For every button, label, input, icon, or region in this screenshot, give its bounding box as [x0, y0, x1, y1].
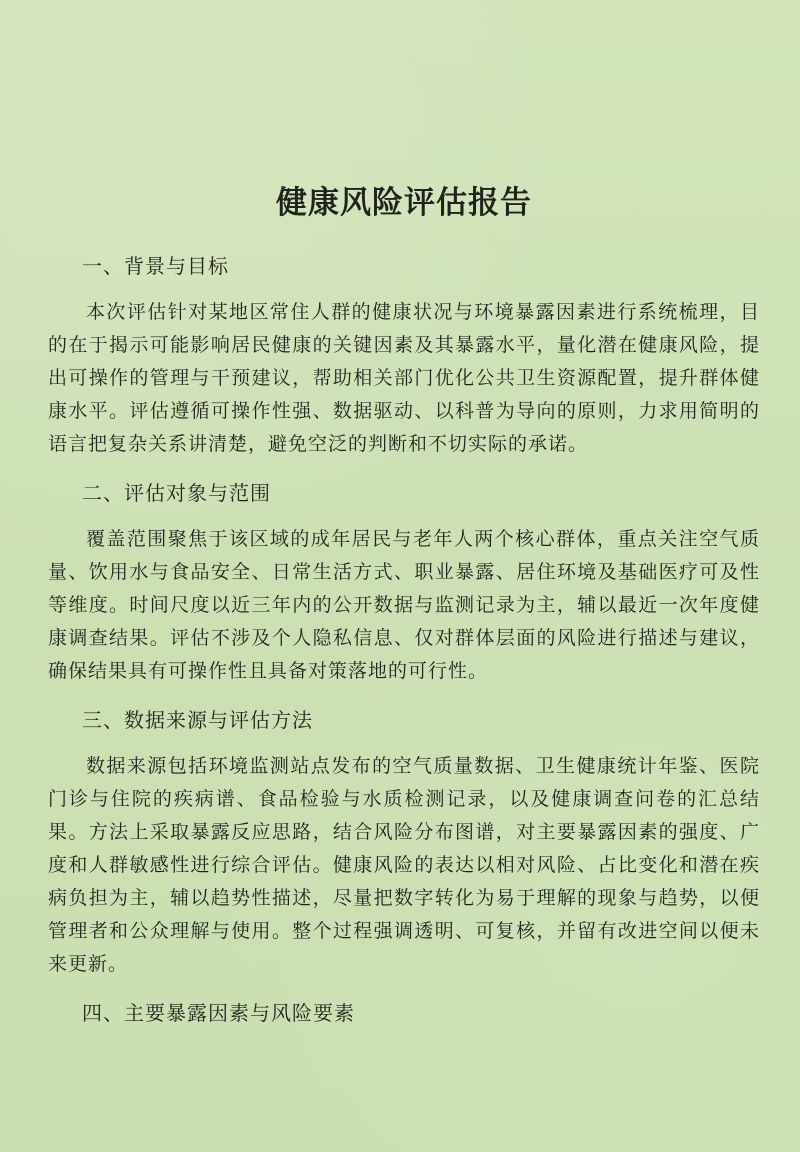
section-paragraph: 覆盖范围聚焦于该区域的成年居民与老年人两个核心群体，重点关注空气质量、饮用水与食品安全、日常生活方式、职业暴露、居住环境及基础医疗可及性等维度。时间尺度以近三年内的公开数据与监测记录为主，辅以最近一次年度健康调查结果。评估不涉及个人隐私信息、仅对群体层面的风险进行描述与建议，确保结果具有可操作性且具备对策落地的可行性。 — [48, 528, 760, 682]
section-exposure-factors — [48, 999, 760, 1027]
section-heading: 三、数据来源与评估方法 — [82, 708, 313, 732]
section-heading: 一、背景与目标 — [82, 254, 229, 278]
section-paragraph: 数据来源包括环境监测站点发布的空气质量数据、卫生健康统计年鉴、医院门诊与住院的疾病谱、食品检验与水质检测记录，以及健康调查问卷的汇总结果。方法上采取暴露反应思路，结合风险分布图谱，对主要暴露因素的强度、广度和人群敏感性进行综合评估。健康风险的表达以相对风险、占比变化和潜在疾病负担为主，辅以趋势性描述，尽量把数字转化为易于理解的现象与趋势，以便管理者和公众理解与使用。整个过程强调透明、可复核，并留有改进空间以便未来更新。 — [48, 755, 760, 975]
section-scope — [48, 479, 760, 688]
section-background-goals — [48, 252, 760, 461]
section-paragraph: 本次评估针对某地区常住人群的健康状况与环境暴露因素进行系统梳理，目的在于揭示可能影响居民健康的关键因素及其暴露水平，量化潜在健康风险，提出可操作的管理与干预建议，帮助相关部门优化公共卫生资源配置，提升群体健康水平。评估遵循可操作性强、数据驱动、以科普为导向的原则，力求用简明的语言把复杂关系讲清楚，避免空泛的判断和不切实际的承诺。 — [48, 301, 760, 455]
section-data-methods — [48, 706, 760, 981]
section-heading: 二、评估对象与范围 — [82, 481, 271, 505]
document-title: 健康风险评估报告 — [276, 185, 532, 221]
section-heading: 四、主要暴露因素与风险要素 — [82, 1001, 355, 1025]
